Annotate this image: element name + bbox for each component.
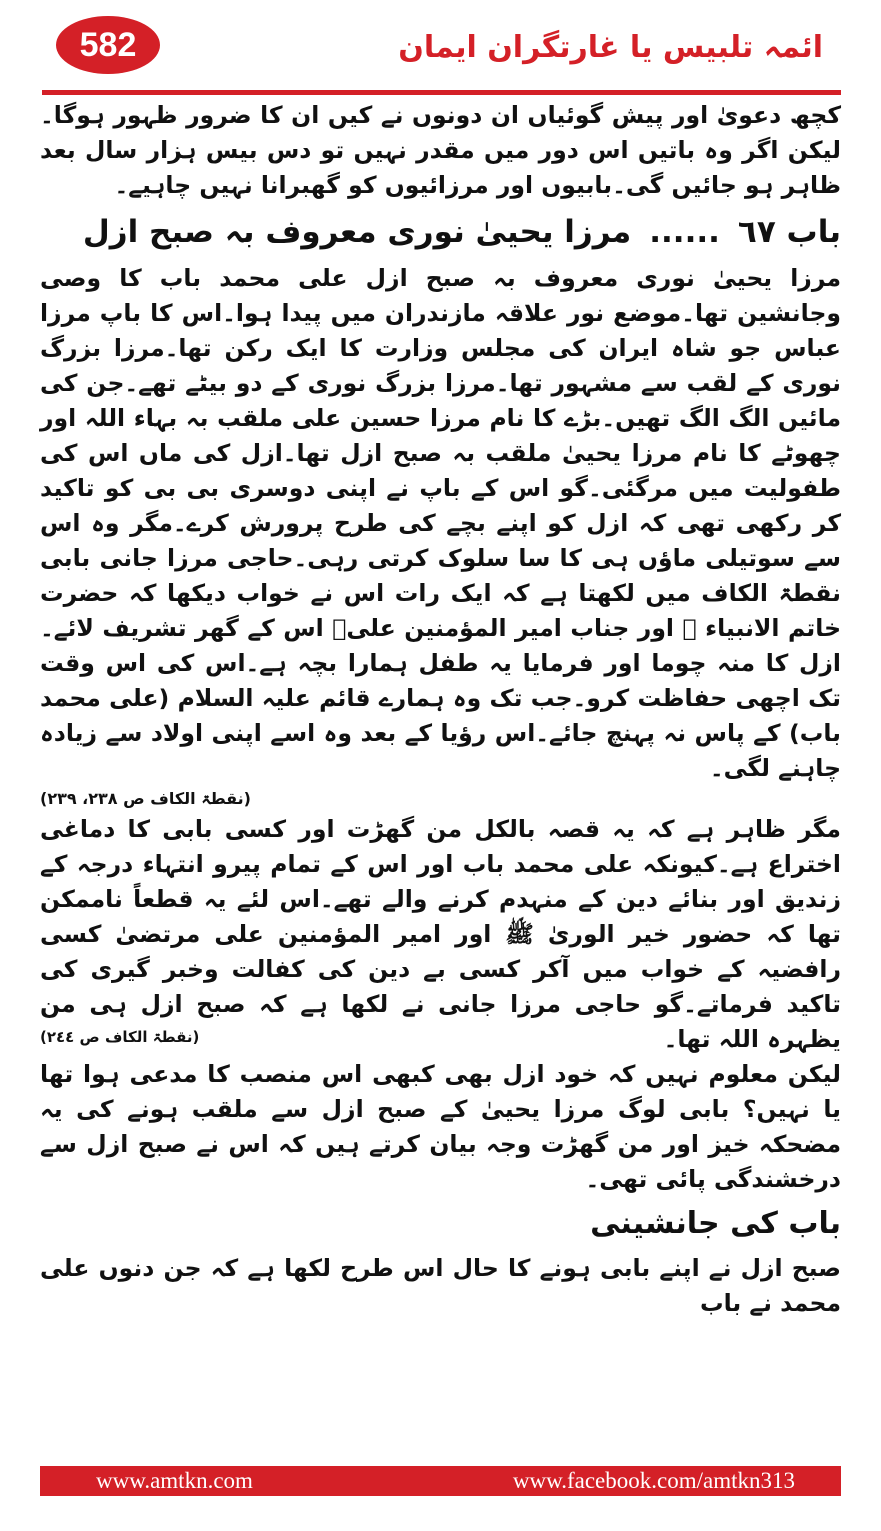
footer-bar [40, 1466, 841, 1496]
header-rule [42, 90, 841, 95]
chapter-title: مرزا یحییٰ نوری معروف بہ صبح ازل [82, 214, 632, 250]
paragraph-3: لیکن معلوم نہیں کہ خود ازل بھی کبھی اس منصب کا مدعی ہوا تھا یا نہیں؟ بابی لوگ مرزا یحییٰ کے صبح ازل سے ملقب ہونے کی یہ مضحکہ خیز اور من گھڑت وجہ بیان کرتے ہیں کہ اس نے صبح ازل سے درخشندگی پائی تھی۔ [40, 1060, 841, 1193]
intro-paragraph: کچھ دعویٰ اور پیش گوئیاں ان دونوں نے کیں ان کا ضرور ظہور ہوگا۔لیکن اگر وہ باتیں اس دور میں مقدر نہیں تو دس بیس ہزار سال بعد ظاہر ہو جائیں گی۔بابیوں اور مرزائیوں کو گھبرانا نہیں چاہیے۔ [40, 101, 841, 199]
paragraph-1: مرزا یحییٰ نوری معروف بہ صبح ازل علی محمد باب کا وصی وجانشین تھا۔موضع نور علاقہ مازندران میں پیدا ہوا۔اس کا باپ مرزا عباس جو شاہ ایران کی مجلس وزارت کا ایک رکن تھا۔مرزا بزرگ نوری کے لقب سے مشہور تھا۔مرزا بزرگ نوری کے دو بیٹے تھے۔جن کی مائیں الگ الگ تھیں۔بڑے کا نام مرزا حسین علی ملقب بہ بہاء اللہ اور چھوٹے کا نام مرزا یحییٰ ملقب بہ صبح ازل تھا۔ازل کی ماں اس کی طفولیت میں مرگئی۔گو اس کے باپ نے اپنی دوسری بی بی کو تاکید کر رکھی تھی کہ ازل کو اپنے بچے کی طرح پرورش کرے۔مگر وہ اس سے سوتیلی ماؤں ہی کا سا سلوک کرتی رہی۔حاجی مرزا جانی بابی نقطۃ الکاف میں لکھتا ہے کہ ایک رات اس نے خواب دیکھا کہ حضرت خاتم الانبیاء ﷺ اور جناب امیر المؤمنین علیؑ اس کے گھر تشریف لائے۔ازل کا منہ چوما اور فرمایا یہ طفل ہمارا بچہ ہے۔اس کی اس وقت تک اچھی حفاظت کرو۔جب تک وہ ہمارے قائم علیہ السلام (علی محمد باب) کے پاس نہ پہنچ جائے۔اس رؤیا کے بعد وہ اسے اپنی اولاد سے زیادہ چاہنے لگی۔ [40, 264, 841, 782]
chapter-heading [40, 203, 841, 261]
paragraph-4: صبح ازل نے اپنے بابی ہونے کا حال اس طرح لکھا ہے کہ جن دنوں علی محمد نے باب [40, 1254, 841, 1317]
page-number: 582 [79, 25, 137, 64]
chapter-dots: ...... [649, 214, 720, 250]
paragraph-2 [40, 812, 841, 1057]
footer-facebook-link[interactable]: www.facebook.com/amtkn313 [512, 1468, 795, 1493]
citation-1: (نقطۃ الکاف ص ٢٣٨، ٢٣٩) [40, 789, 251, 808]
section-heading: باب کی جانشینی [590, 1206, 841, 1241]
paragraph-2-text: مگر ظاہر ہے کہ یہ قصہ بالکل من گھڑت اور کسی بابی کا دماغی اختراع ہے۔کیونکہ علی محمد باب اور اس کے تمام پیرو انتہاء درجہ کے زندیق اور بنائے دین کے منہدم کرنے والے تھے۔اس لئے یہ قطعاً ناممکن تھا کہ حضور خیر الوریٰ ﷺ اور امیر المؤمنین علی مرتضیٰ کسی رافضیہ کے خواب میں آکر کسی بے دین کی کفالت وخبر گیری کی تاکید فرماتے۔گو حاجی مرزا جانی نے لکھا ہے کہ صبح ازل ہی من یظہرہ اللہ تھا۔ [40, 815, 841, 1053]
footer-website-link[interactable]: www.amtkn.com [96, 1468, 253, 1493]
chapter-number: باب ٦٧ [737, 214, 841, 250]
page-body [40, 98, 841, 1460]
page-number-badge [56, 16, 160, 74]
running-title: ائمہ تلبیس یا غارتگران ایمان [398, 30, 823, 65]
citation-2: (نقطۃ الکاف ص ٢٤٤) [40, 1028, 200, 1046]
